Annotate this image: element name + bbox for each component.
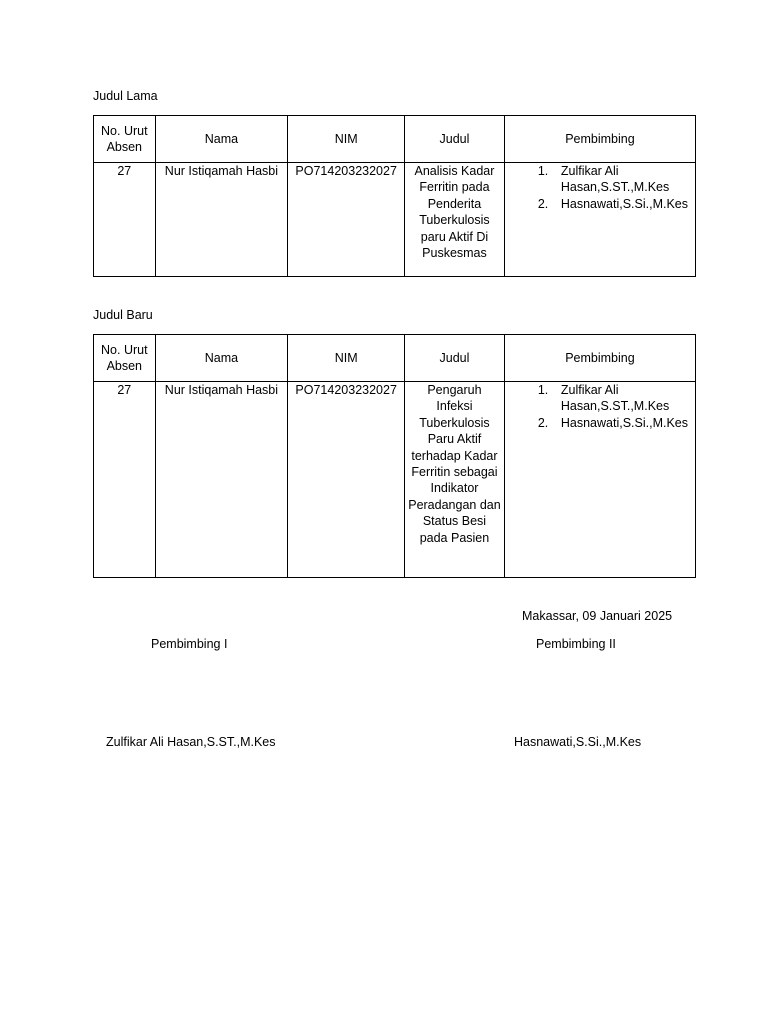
header-no-urut-absen: No. Urut Absen: [94, 335, 156, 382]
signature-right-name: Hasnawati,S.Si.,M.Kes: [514, 735, 642, 749]
place-date: Makassar, 09 Januari 2025: [522, 609, 673, 623]
pembimbing-name: Hasnawati,S.Si.,M.Kes: [560, 415, 688, 430]
list-item: [508, 196, 692, 212]
cell-nim: PO714203232027: [288, 163, 405, 277]
header-nim: NIM: [288, 335, 405, 382]
cell-nim: PO714203232027: [288, 382, 405, 578]
table-header-row: [94, 116, 696, 163]
old-title-table: [93, 115, 696, 277]
table-row: [94, 163, 696, 277]
list-number: 1.: [537, 383, 549, 397]
cell-no: 27: [94, 163, 156, 277]
old-title-label: Judul Lama: [93, 89, 158, 103]
pembimbing-list: [508, 382, 692, 431]
new-title-label: Judul Baru: [93, 308, 153, 322]
table-header-row: [94, 335, 696, 382]
list-number: 2.: [537, 415, 549, 430]
signature-right-title: Pembimbing II: [536, 637, 616, 651]
cell-no: 27: [94, 382, 156, 578]
list-number: 2.: [537, 196, 549, 211]
cell-judul: Pengaruh Infeksi Tuberkulosis Paru Aktif terhadap Kadar Ferritin sebagai Indikator Peradangan dan Status Besi pada Pasien: [405, 382, 505, 578]
cell-pembimbing: [504, 382, 695, 578]
header-judul: Judul: [405, 335, 505, 382]
cell-judul: Analisis Kadar Ferritin pada Penderita Tuberkulosis paru Aktif Di Puskesmas: [405, 163, 505, 277]
pembimbing-name: Hasnawati,S.Si.,M.Kes: [560, 196, 688, 211]
pembimbing-name: Zulfikar Ali Hasan,S.ST.,M.Kes: [560, 383, 670, 414]
table-row: [94, 382, 696, 578]
list-item: [508, 382, 692, 415]
list-number: 1.: [537, 164, 549, 178]
list-item: [508, 415, 692, 431]
cell-nama: Nur Istiqamah Hasbi: [155, 163, 288, 277]
pembimbing-list: [508, 163, 692, 212]
header-nama: Nama: [155, 335, 288, 382]
header-judul: Judul: [405, 116, 505, 163]
header-pembimbing: Pembimbing: [504, 116, 695, 163]
header-pembimbing: Pembimbing: [504, 335, 695, 382]
cell-nama: Nur Istiqamah Hasbi: [155, 382, 288, 578]
signature-left-name: Zulfikar Ali Hasan,S.ST.,M.Kes: [106, 735, 276, 749]
header-no-urut-absen: No. Urut Absen: [94, 116, 156, 163]
new-title-table: [93, 334, 696, 578]
header-nama: Nama: [155, 116, 288, 163]
header-nim: NIM: [288, 116, 405, 163]
pembimbing-name: Zulfikar Ali Hasan,S.ST.,M.Kes: [560, 164, 670, 195]
cell-pembimbing: [504, 163, 695, 277]
signature-left-title: Pembimbing I: [151, 637, 228, 651]
list-item: [508, 163, 692, 196]
